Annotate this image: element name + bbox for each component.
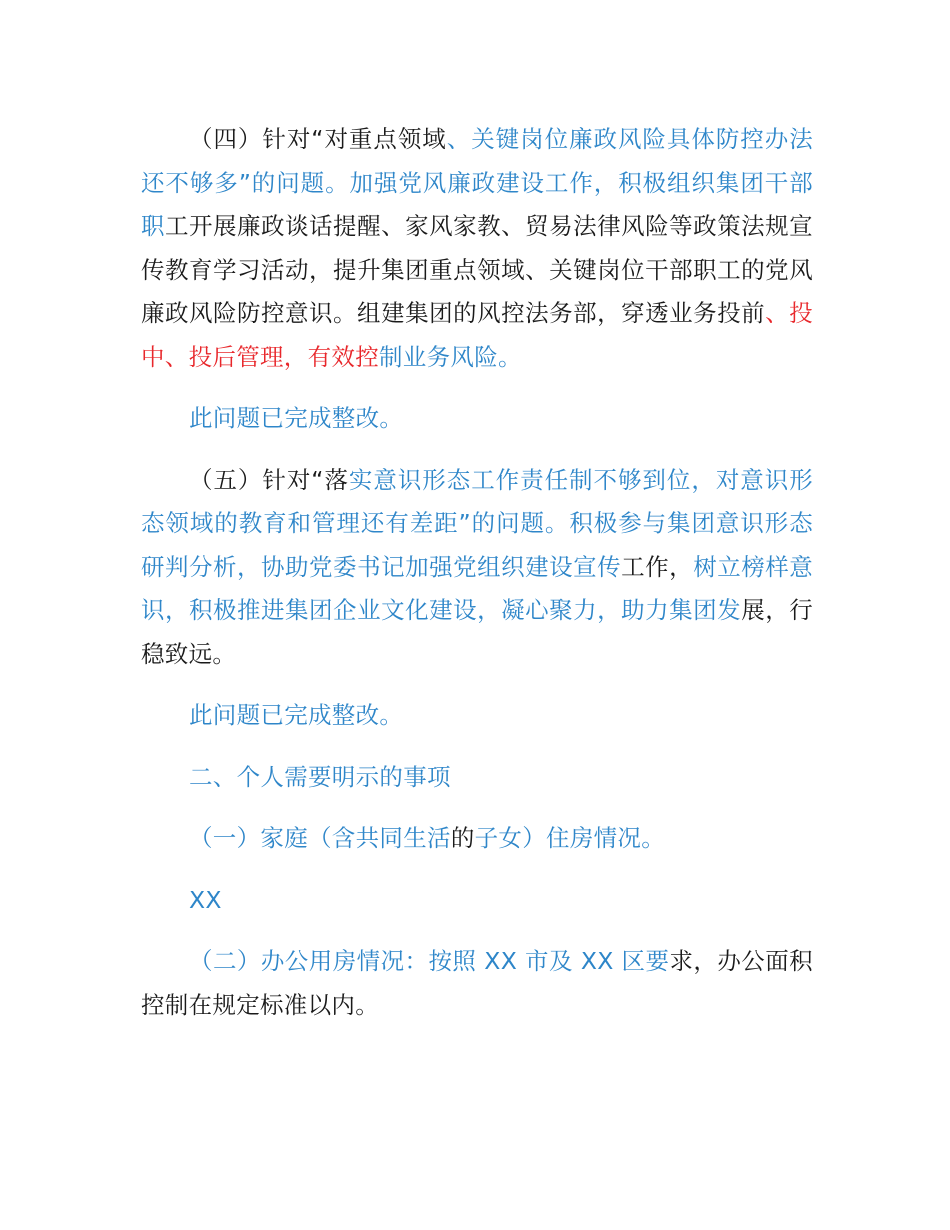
text-run: 、关键岗位廉政风险具体防控办法还不够多”的问题。加强党风廉政建设工作，积极组织集团干部职 <box>141 125 813 240</box>
text-run: 二、个人需要明示的事项 <box>189 762 451 791</box>
text-run: 求，办公面积控制在规定标准以内。 <box>141 947 813 1019</box>
text-run: 此问题已完成整改。 <box>189 701 404 729</box>
section-heading-2 <box>141 756 813 800</box>
text-run: （一）家庭（含共同生活 <box>189 824 451 852</box>
text-run: 工开展廉政谈话提醒、家风家教、贸易法律风险等政策法规宣传教育学习活动，提升集团重点领域、关键岗位干部职工的党风廉政风险防控意识。组建集团的风控法务部，穿透业务投前 <box>141 212 813 327</box>
paragraph-placeholder <box>141 879 813 923</box>
text-run: 树立榜样意识，积极推进集团企业文化建设，凝心聚力，助力集团发 <box>141 552 814 624</box>
document-body <box>141 118 813 1045</box>
paragraph-rectified-2 <box>141 694 813 738</box>
text-run: 的 <box>450 824 475 852</box>
text-run: 子女）住房情况。 <box>474 824 666 852</box>
text-run: XX <box>189 885 222 914</box>
paragraph-section-4 <box>141 118 813 379</box>
paragraph-section-5 <box>141 459 813 677</box>
text-run: 展，行稳致远。 <box>141 596 814 668</box>
text-run: （五）针对“落 <box>189 465 349 494</box>
text-run: 此问题已完成整改。 <box>189 404 404 432</box>
paragraph-rectified-1 <box>141 397 813 441</box>
text-run: （四）针对“对重点领域 <box>189 125 447 153</box>
paragraph-housing <box>141 817 813 861</box>
text-run: 工作， <box>621 552 694 581</box>
text-run: 、投中、投后管理，有效控 <box>141 299 813 371</box>
text-run: （二）办公用房情况：按照 XX 市及 XX 区要 <box>189 947 670 975</box>
text-run: 实意识形态工作责任制不够到位，对意识形态领域的教育和管理还有差距”的问题。积极参与集团意识形态研判分析，协助党委书记加强党组织建设宣传 <box>141 465 813 581</box>
paragraph-office <box>141 940 813 1027</box>
text-run: 制业务风险。 <box>379 342 522 371</box>
